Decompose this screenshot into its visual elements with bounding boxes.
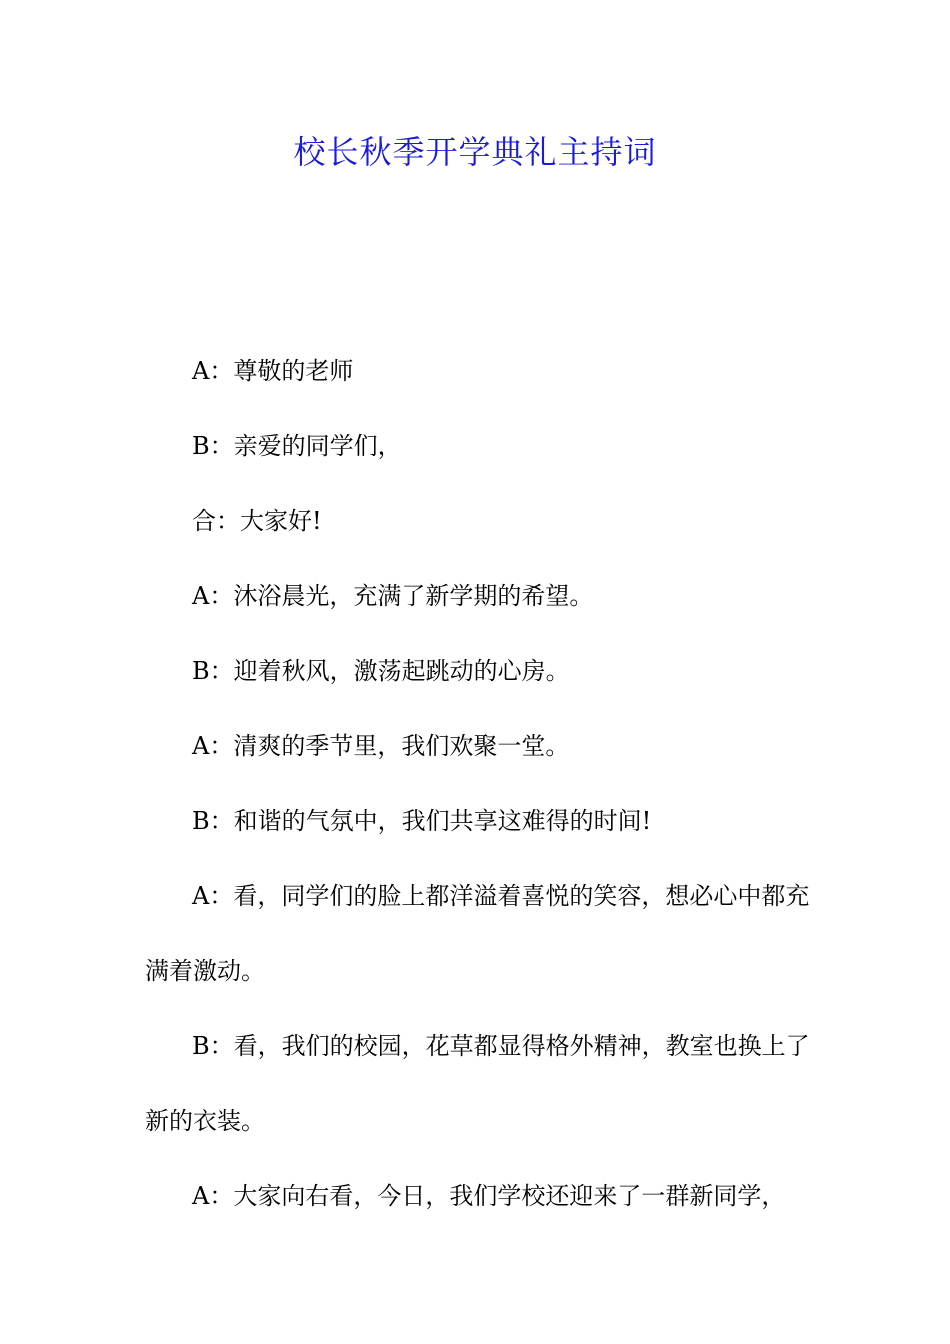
document-body <box>145 334 810 1234</box>
document-title: 校长秋季开学典礼主持词 <box>293 133 657 171</box>
paragraph: A：看，同学们的脸上都洋溢着喜悦的笑容，想必心中都充满着激动。 <box>145 882 810 985</box>
paragraph: A：尊敬的老师 <box>192 357 354 385</box>
paragraph: A：大家向右看，今日，我们学校还迎来了一群新同学， <box>192 1182 786 1210</box>
paragraph: B：和谐的气氛中，我们共享这难得的时间! <box>192 807 652 835</box>
paragraph: 合：大家好! <box>192 507 322 535</box>
paragraph: A：沐浴晨光，充满了新学期的希望。 <box>192 582 594 610</box>
paragraph: B：亲爱的同学们， <box>192 432 402 460</box>
paragraph: B：迎着秋风，激荡起跳动的心房。 <box>192 657 570 685</box>
paragraph: A：清爽的季节里，我们欢聚一堂。 <box>192 732 570 760</box>
paragraph: B：看，我们的校园，花草都显得格外精神，教室也换上了新的衣装。 <box>145 1032 810 1135</box>
